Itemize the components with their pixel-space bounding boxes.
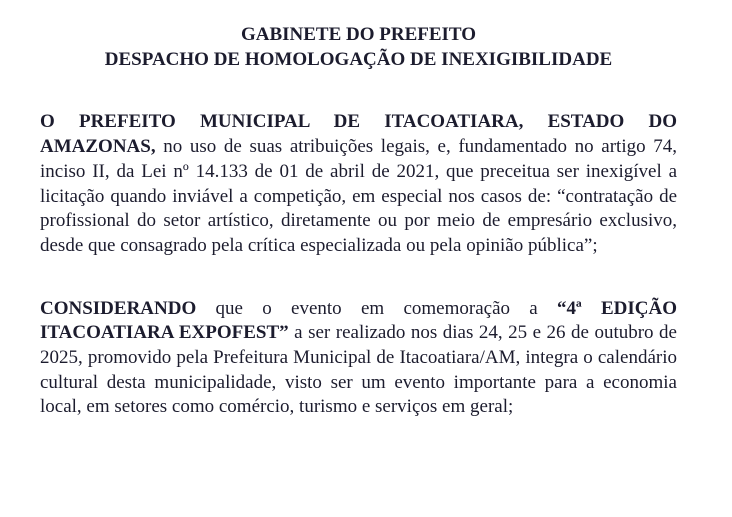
text-run: no uso de suas atribuições legais, e, fundamentado no artigo 74, inciso II, da Lei nº 14.133 de 01 de abril de 2021, que preceitua ser inexigível a licitação quando inviável a competição, em especial nos casos de: “contratação de profissional do setor artístico, diretamente ou por meio de empresário exclusivo, desde que consagrado pela crítica especializada ou pela opinião pública”; [40, 136, 677, 256]
header-line-2: DESPACHO DE HOMOLOGAÇÃO DE INEXIGIBILIDADE [104, 48, 613, 70]
text-run-bold: “4ª EDIÇÃO ITACOATIARA EXPOFEST” [40, 297, 677, 344]
document-page [40, 23, 677, 458]
paragraph-preamble [40, 110, 677, 258]
text-run: a ser realizado nos dias 24, 25 e 26 de outubro de 2025, promovido pela Prefeitura Municipal de Itacoatiara/AM, integra o calendário cultural desta municipalidade, visto ser um evento importante para a economia local, em setores como comércio, turismo e serviços em geral; [40, 322, 677, 418]
text-run-bold: CONSIDERANDO [40, 297, 197, 319]
text-run-bold: O PREFEITO MUNICIPAL DE ITACOATIARA, ESTADO DO AMAZONAS, [40, 111, 677, 158]
paragraph-considerando [40, 297, 677, 421]
text-run: que o evento em comemoração a [196, 297, 557, 319]
document-header [40, 23, 677, 72]
header-line-1: GABINETE DO PREFEITO [240, 24, 477, 45]
